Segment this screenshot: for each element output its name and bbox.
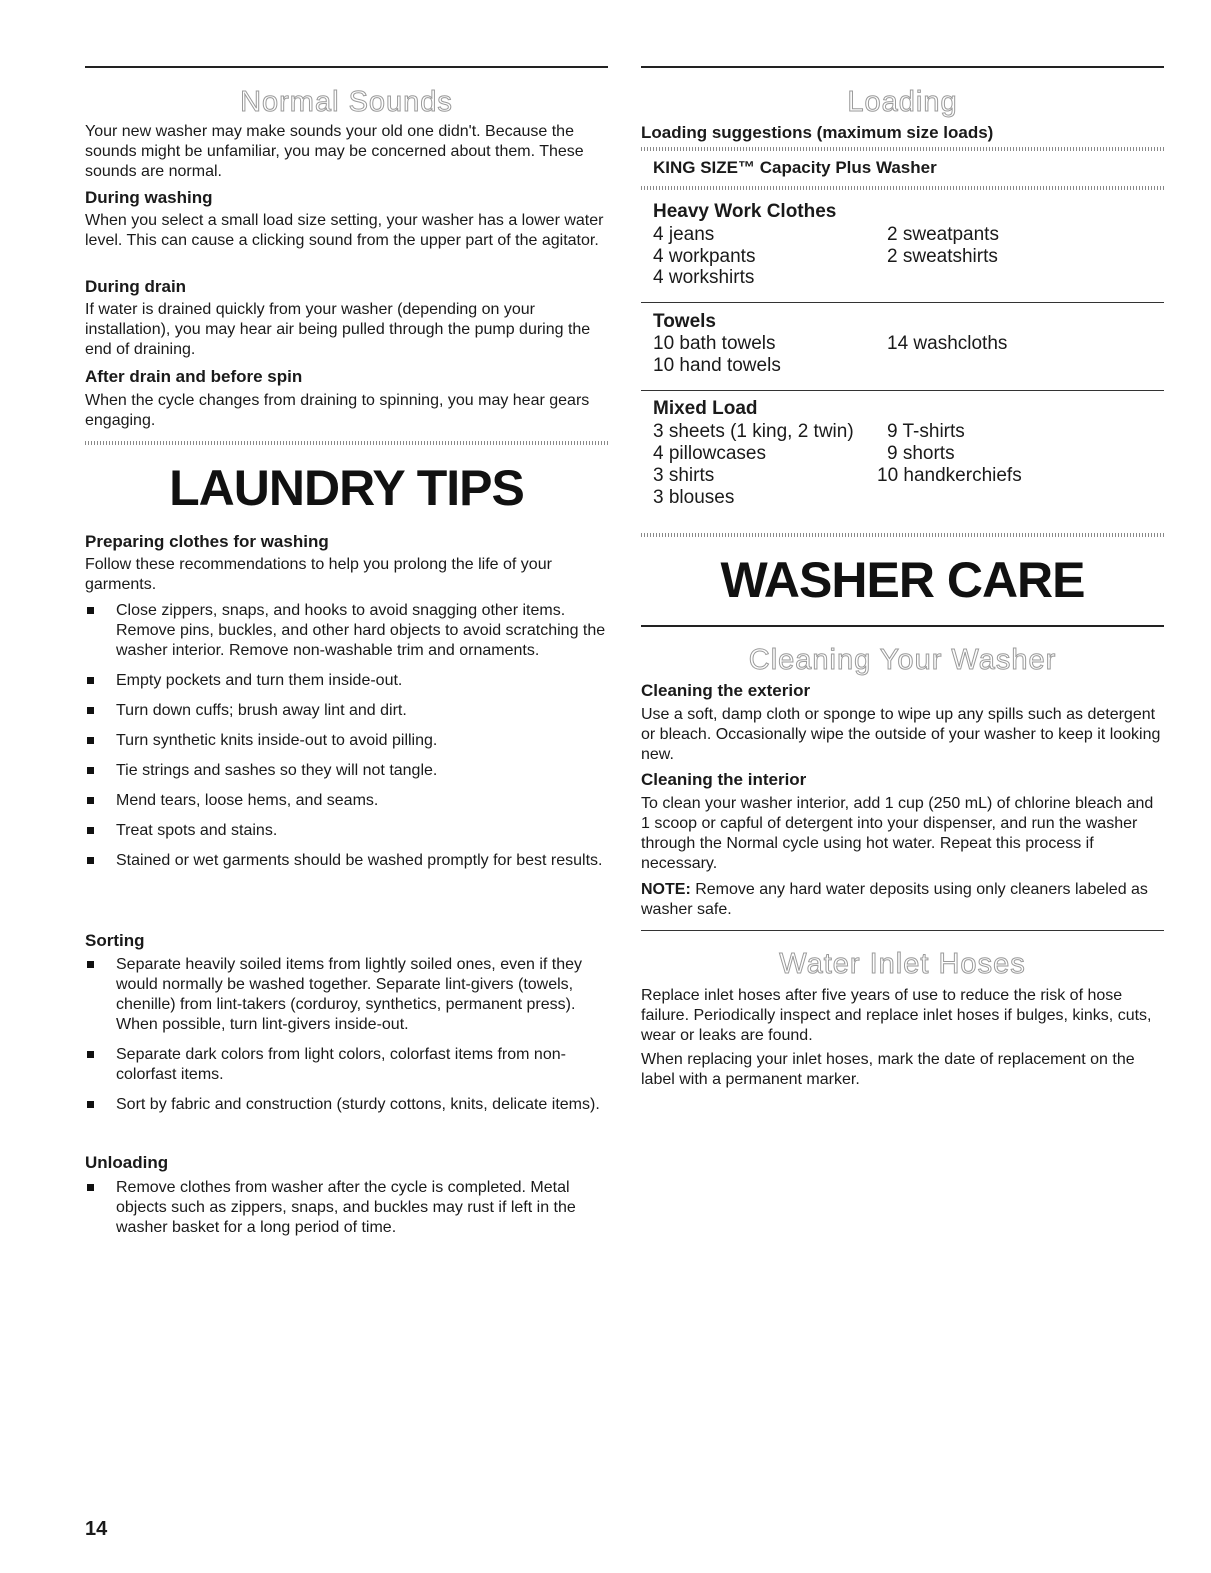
- washer-safe-note: [641, 880, 1164, 920]
- list-item: Treat spots and stains.: [85, 821, 608, 841]
- list-item: Stained or wet garments should be washed promptly for best results.: [85, 851, 608, 871]
- bullet-icon: [87, 607, 94, 614]
- preparing-list: [85, 601, 608, 871]
- normal-sounds-intro: Your new washer may make sounds your old one didn't. Because the sounds might be unfamiliar, you may be concerned about them. These sounds are normal.: [85, 123, 584, 180]
- preparing-heading: Preparing clothes for washing: [85, 532, 329, 551]
- table-cell: 3 blouses: [653, 487, 735, 508]
- normal-sounds-title: Normal Sounds: [240, 86, 453, 118]
- group-towels: Towels: [653, 311, 716, 332]
- bullet-icon: [87, 857, 94, 864]
- list-item: Close zippers, snaps, and hooks to avoid snagging other items. Remove pins, buckles, and other hard objects to avoid scratching the washer interior. Remove non-washable trim and ornaments.: [85, 601, 608, 661]
- water-inlet-hoses-title: Water Inlet Hoses: [779, 948, 1026, 980]
- during-drain-text: If water is drained quickly from your washer (depending on your installation), you may hear air being pulled through the pump during the end of draining.: [85, 301, 591, 358]
- after-drain-heading: After drain and before spin: [85, 367, 303, 386]
- table-cell: 9 T-shirts: [887, 421, 965, 442]
- unloading-list: [85, 1178, 608, 1238]
- bullet-icon: [87, 1184, 94, 1191]
- table-cell: 4 workpants: [653, 246, 756, 267]
- list-item: Sort by fabric and construction (sturdy cottons, knits, delicate items).: [85, 1095, 608, 1115]
- washer-model-heading: KING SIZE™ Capacity Plus Washer: [653, 158, 937, 177]
- during-washing-text: When you select a small load size setting, your washer has a lower water level. This can cause a clicking sound from the upper part of the agitator.: [85, 212, 604, 249]
- group-heavy-work-clothes: Heavy Work Clothes: [653, 201, 837, 222]
- table-cell: 3 sheets (1 king, 2 twin): [653, 421, 854, 442]
- sorting-heading: Sorting: [85, 931, 145, 950]
- table-cell: 2 sweatpants: [887, 224, 999, 245]
- loading-suggestions-heading: Loading suggestions (maximum size loads): [641, 123, 994, 142]
- list-item: Turn down cuffs; brush away lint and dirt.: [85, 701, 608, 721]
- bullet-icon: [87, 961, 94, 968]
- section-rule: [641, 930, 1164, 931]
- hoses-text-2: When replacing your inlet hoses, mark the date of replacement on the label with a permanent marker.: [641, 1051, 1135, 1088]
- dotted-divider: [641, 533, 1164, 537]
- bullet-icon: [87, 1101, 94, 1108]
- bullet-icon: [87, 827, 94, 834]
- cleaning-exterior-heading: Cleaning the exterior: [641, 681, 811, 700]
- cleaning-washer-title: Cleaning Your Washer: [748, 644, 1057, 676]
- after-drain-text: When the cycle changes from draining to spinning, you may hear gears engaging.: [85, 392, 590, 429]
- top-rule: [85, 66, 608, 68]
- loading-title: Loading: [847, 86, 958, 118]
- during-washing-heading: During washing: [85, 188, 213, 207]
- note-label: NOTE:: [641, 881, 691, 898]
- dotted-divider: [641, 186, 1164, 190]
- cleaning-interior-text: To clean your washer interior, add 1 cup (250 mL) of chlorine bleach and 1 scoop or capful of detergent into your dispenser, and run the washer through the Normal cycle using hot water. Repeat this process if necessary.: [641, 795, 1154, 872]
- during-drain-heading: During drain: [85, 277, 187, 296]
- unloading-heading: Unloading: [85, 1153, 169, 1172]
- list-item: Turn synthetic knits inside-out to avoid pilling.: [85, 731, 608, 751]
- table-divider: [641, 302, 1164, 303]
- table-cell: 10 hand towels: [653, 355, 781, 376]
- page-number: 14: [85, 1518, 108, 1540]
- table-cell: 4 jeans: [653, 224, 715, 245]
- table-cell: 2 sweatshirts: [887, 246, 998, 267]
- table-cell: 10 handkerchiefs: [877, 465, 1022, 486]
- bullet-icon: [87, 677, 94, 684]
- washer-care-title: WASHER CARE: [720, 552, 1085, 608]
- dotted-divider: [641, 147, 1164, 151]
- hoses-text-1: Replace inlet hoses after five years of use to reduce the risk of hose failure. Periodically inspect and replace inlet hoses if bulges, kinks, cuts, wear or leaks are found.: [641, 987, 1152, 1044]
- cleaning-interior-heading: Cleaning the interior: [641, 770, 807, 789]
- table-cell: 4 pillowcases: [653, 443, 766, 464]
- laundry-tips-title: LAUNDRY TIPS: [169, 460, 524, 516]
- dotted-divider: [85, 441, 608, 445]
- bullet-icon: [87, 737, 94, 744]
- list-item: Empty pockets and turn them inside-out.: [85, 671, 608, 691]
- section-rule: [641, 625, 1164, 627]
- table-divider: [641, 390, 1164, 391]
- bullet-icon: [87, 767, 94, 774]
- table-cell: 3 shirts: [653, 465, 715, 486]
- sorting-list: [85, 955, 608, 1115]
- bullet-icon: [87, 797, 94, 804]
- bullet-icon: [87, 707, 94, 714]
- group-mixed-load: Mixed Load: [653, 398, 758, 419]
- top-rule: [641, 66, 1164, 68]
- table-cell: 14 washcloths: [887, 333, 1008, 354]
- table-cell: 4 workshirts: [653, 267, 755, 288]
- bullet-icon: [87, 1051, 94, 1058]
- list-item: Separate dark colors from light colors, colorfast items from non-colorfast items.: [85, 1045, 608, 1085]
- preparing-intro: Follow these recommendations to help you prolong the life of your garments.: [85, 556, 552, 593]
- list-item: Tie strings and sashes so they will not tangle.: [85, 761, 608, 781]
- list-item: Separate heavily soiled items from lightly soiled ones, even if they would normally be washed together. Separate lint-givers (towels, chenille) from lint-takers (corduroy, synthetics, permanent press). When possible, turn lint-givers inside-out.: [85, 955, 608, 1035]
- table-cell: 9 shorts: [887, 443, 955, 464]
- table-cell: 10 bath towels: [653, 333, 776, 354]
- list-item: Mend tears, loose hems, and seams.: [85, 791, 608, 811]
- note-text: Remove any hard water deposits using only cleaners labeled as washer safe.: [641, 881, 1148, 918]
- cleaning-exterior-text: Use a soft, damp cloth or sponge to wipe up any spills such as detergent or bleach. Occasionally wipe the outside of your washer to keep it looking new.: [641, 706, 1161, 763]
- list-item: Remove clothes from washer after the cycle is completed. Metal objects such as zippers, snaps, and buckles may rust if left in the washer basket for a long period of time.: [85, 1178, 608, 1238]
